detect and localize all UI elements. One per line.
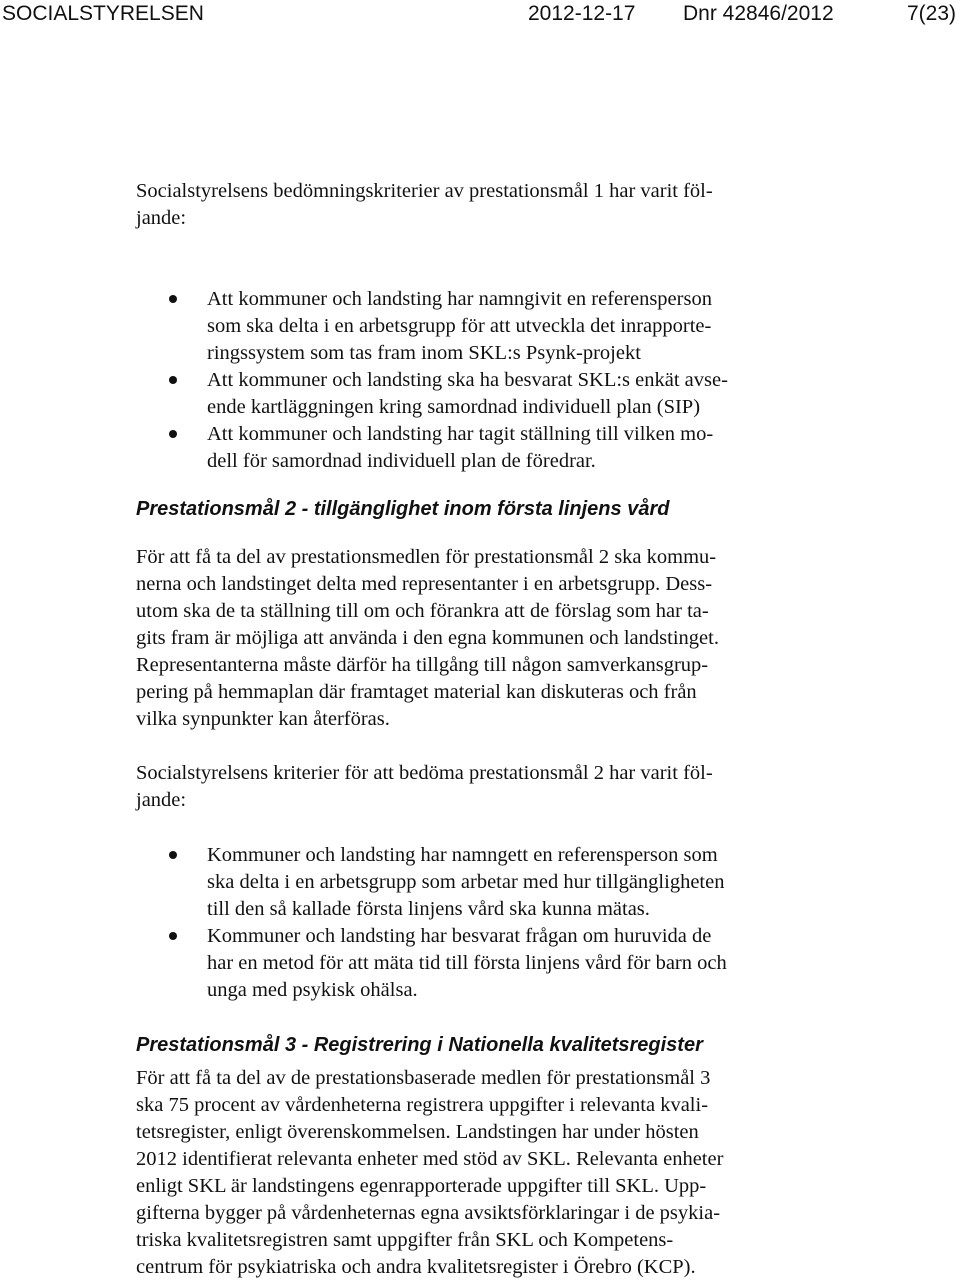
text-line: Att kommuner och landsting har tagit ställning till vilken mo- — [207, 423, 714, 445]
text-line: Att kommuner och landsting har namngivit en referensperson — [207, 288, 712, 310]
text-line: utom ska de ta ställning till om och förankra att de förslag som har ta- — [136, 600, 709, 622]
text-line: Representanterna måste därför ha tillgång till någon samverkansgrup- — [136, 654, 709, 676]
section1-intro — [136, 178, 816, 232]
list-item — [136, 923, 816, 1004]
text-line: tetsregister, enligt överenskommelsen. Landstingen har under hösten — [136, 1121, 699, 1143]
text-line: gits fram är möjliga att använda i den egna kommunen och landstinget. — [136, 627, 719, 649]
text-line: ska 75 procent av vårdenheterna registrera uppgifter i relevanta kvali- — [136, 1094, 709, 1116]
text-line: ende kartläggningen kring samordnad individuell plan (SIP) — [207, 396, 701, 418]
text-line: enligt SKL är landstingens egenrapporterade uppgifter till SKL. Upp- — [136, 1175, 707, 1197]
section3-heading: Prestationsmål 3 - Registrering i Nationella kvalitetsregister — [136, 1034, 703, 1056]
list-item — [136, 367, 816, 421]
text-line: Kommuner och landsting har besvarat frågan om huruvida de — [207, 925, 712, 947]
text-line: som ska delta i en arbetsgrupp för att utveckla det inrapporte- — [207, 315, 712, 337]
text-line: Socialstyrelsens bedömningskriterier av prestationsmål 1 har varit föl- — [136, 180, 713, 202]
section2-criteria-list — [136, 842, 816, 1004]
text-line: pering på hemmaplan där framtaget material kan diskuteras och från — [136, 681, 697, 703]
text-line: till den så kallade första linjens vård ska kunna mätas. — [207, 898, 650, 920]
text-line: Att kommuner och landsting ska ha besvarat SKL:s enkät avse- — [207, 369, 728, 391]
text-line: För att få ta del av prestationsmedlen för prestationsmål 2 ska kommu- — [136, 546, 717, 568]
text-line: För att få ta del av de prestationsbaserade medlen för prestationsmål 3 — [136, 1067, 711, 1089]
text-line: dell för samordnad individuell plan de föredrar. — [207, 450, 596, 472]
text-line: jande: — [136, 207, 187, 229]
text-line: 2012 identifierat relevanta enheter med stöd av SKL. Relevanta enheter — [136, 1148, 724, 1170]
section3-body — [136, 1065, 816, 1281]
list-item — [136, 421, 816, 475]
bullet-icon — [169, 932, 177, 940]
list-item — [136, 842, 816, 923]
text-line: triska kvalitetsregistren samt uppgifter från SKL och Kompetens- — [136, 1229, 674, 1251]
list-item — [136, 286, 816, 367]
text-line: jande: — [136, 789, 187, 811]
header-organization: SOCIALSTYRELSEN — [2, 2, 204, 25]
document-body — [136, 178, 816, 1281]
bullet-icon — [169, 295, 177, 303]
page-header — [0, 0, 960, 28]
text-line: ringssystem som tas fram inom SKL:s Psynk-projekt — [207, 342, 641, 364]
text-line: ska delta i en arbetsgrupp som arbetar med hur tillgängligheten — [207, 871, 725, 893]
text-line: nerna och landstinget delta med representanter i en arbetsgrupp. Dess- — [136, 573, 713, 595]
section2-heading: Prestationsmål 2 - tillgänglighet inom första linjens vård — [136, 498, 670, 520]
text-line: Socialstyrelsens kriterier för att bedöma prestationsmål 2 har varit föl- — [136, 762, 713, 784]
header-date: 2012-12-17 — [528, 2, 636, 25]
bullet-icon — [169, 430, 177, 438]
text-line: har en metod för att mäta tid till första linjens vård för barn och — [207, 952, 727, 974]
section2-criteria-intro — [136, 760, 816, 814]
text-line: centrum för psykiatriska och andra kvalitetsregister i Örebro (KCP). — [136, 1256, 696, 1278]
bullet-icon — [169, 376, 177, 384]
text-line: gifterna bygger på vårdenheternas egna avsiktsförklaringar i de psykia- — [136, 1202, 721, 1224]
section2-body — [136, 544, 816, 733]
section1-criteria-list — [136, 286, 816, 475]
header-dnr: Dnr 42846/2012 — [683, 2, 834, 25]
bullet-icon — [169, 851, 177, 859]
text-line: Kommuner och landsting har namngett en referensperson som — [207, 844, 718, 866]
text-line: vilka synpunkter kan återföras. — [136, 708, 390, 730]
text-line: unga med psykisk ohälsa. — [207, 979, 418, 1001]
header-page-number: 7(23) — [906, 2, 956, 25]
